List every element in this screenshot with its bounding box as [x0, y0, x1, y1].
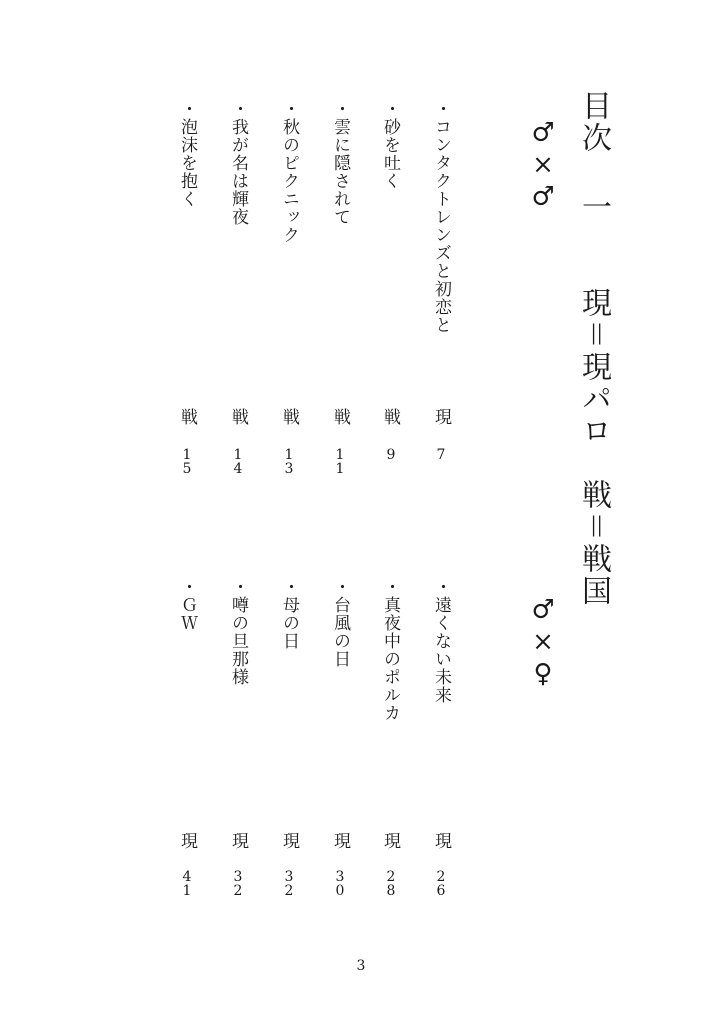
- toc-entry-title[interactable]: ・砂を吐く: [380, 100, 400, 190]
- toc-entry-era: 現: [177, 832, 197, 849]
- toc-entry-title[interactable]: ・真夜中のポルカ: [380, 578, 400, 722]
- toc-entry-page: 15: [179, 447, 195, 475]
- toc-entry-era: 現: [431, 408, 451, 425]
- toc-entry-era: 戦: [380, 408, 400, 425]
- toc-entry-page: 32: [230, 869, 246, 897]
- toc-entry-era: 現: [228, 832, 248, 849]
- toc-entry-title[interactable]: ・遠くない未来: [431, 578, 451, 704]
- toc-entry-title[interactable]: ・噂の旦那様: [228, 578, 248, 686]
- toc-entry-title[interactable]: ・母の日: [279, 578, 299, 650]
- toc-entry-title[interactable]: ・秋のピクニック: [279, 100, 299, 244]
- toc-entry-title[interactable]: ・雲に隠されて: [330, 100, 350, 226]
- toc-entry-page: 41: [179, 869, 195, 897]
- toc-entry-title[interactable]: ・コンタクトレンズと初恋と: [431, 100, 451, 334]
- toc-entry-era: 戦: [228, 408, 248, 425]
- toc-entry-page: 11: [332, 447, 348, 475]
- toc-entry-era: 現: [279, 832, 299, 849]
- page-number: 3: [356, 958, 366, 974]
- toc-entry-title[interactable]: ・我が名は輝夜: [228, 100, 248, 226]
- toc-entry-title[interactable]: ・ＧＷ: [177, 578, 197, 632]
- toc-entry-era: 現: [330, 832, 350, 849]
- toc-entry-page: 28: [383, 869, 399, 897]
- toc-entry-page: 9: [383, 447, 399, 461]
- toc-entry-era: 戦: [330, 408, 350, 425]
- toc-entry-era: 戦: [279, 408, 299, 425]
- section-label-male-male: ♂×♂: [528, 118, 558, 214]
- toc-entry-page: 7: [433, 447, 449, 461]
- section-label-male-female: ♂×♀: [528, 595, 558, 691]
- toc-entry-title[interactable]: ・泡沫を抱く: [177, 100, 197, 208]
- toc-entry-page: 26: [433, 869, 449, 897]
- toc-title: 目次 一 現＝現パロ 戦＝戦国: [576, 90, 611, 607]
- toc-entry-page: 13: [281, 447, 297, 475]
- toc-entry-title[interactable]: ・台風の日: [330, 578, 350, 668]
- toc-entry-page: 14: [230, 447, 246, 475]
- toc-entry-page: 32: [281, 869, 297, 897]
- toc-entry-era: 現: [431, 832, 451, 849]
- toc-entry-era: 現: [380, 832, 400, 849]
- toc-entry-era: 戦: [177, 408, 197, 425]
- toc-entry-page: 30: [332, 869, 348, 897]
